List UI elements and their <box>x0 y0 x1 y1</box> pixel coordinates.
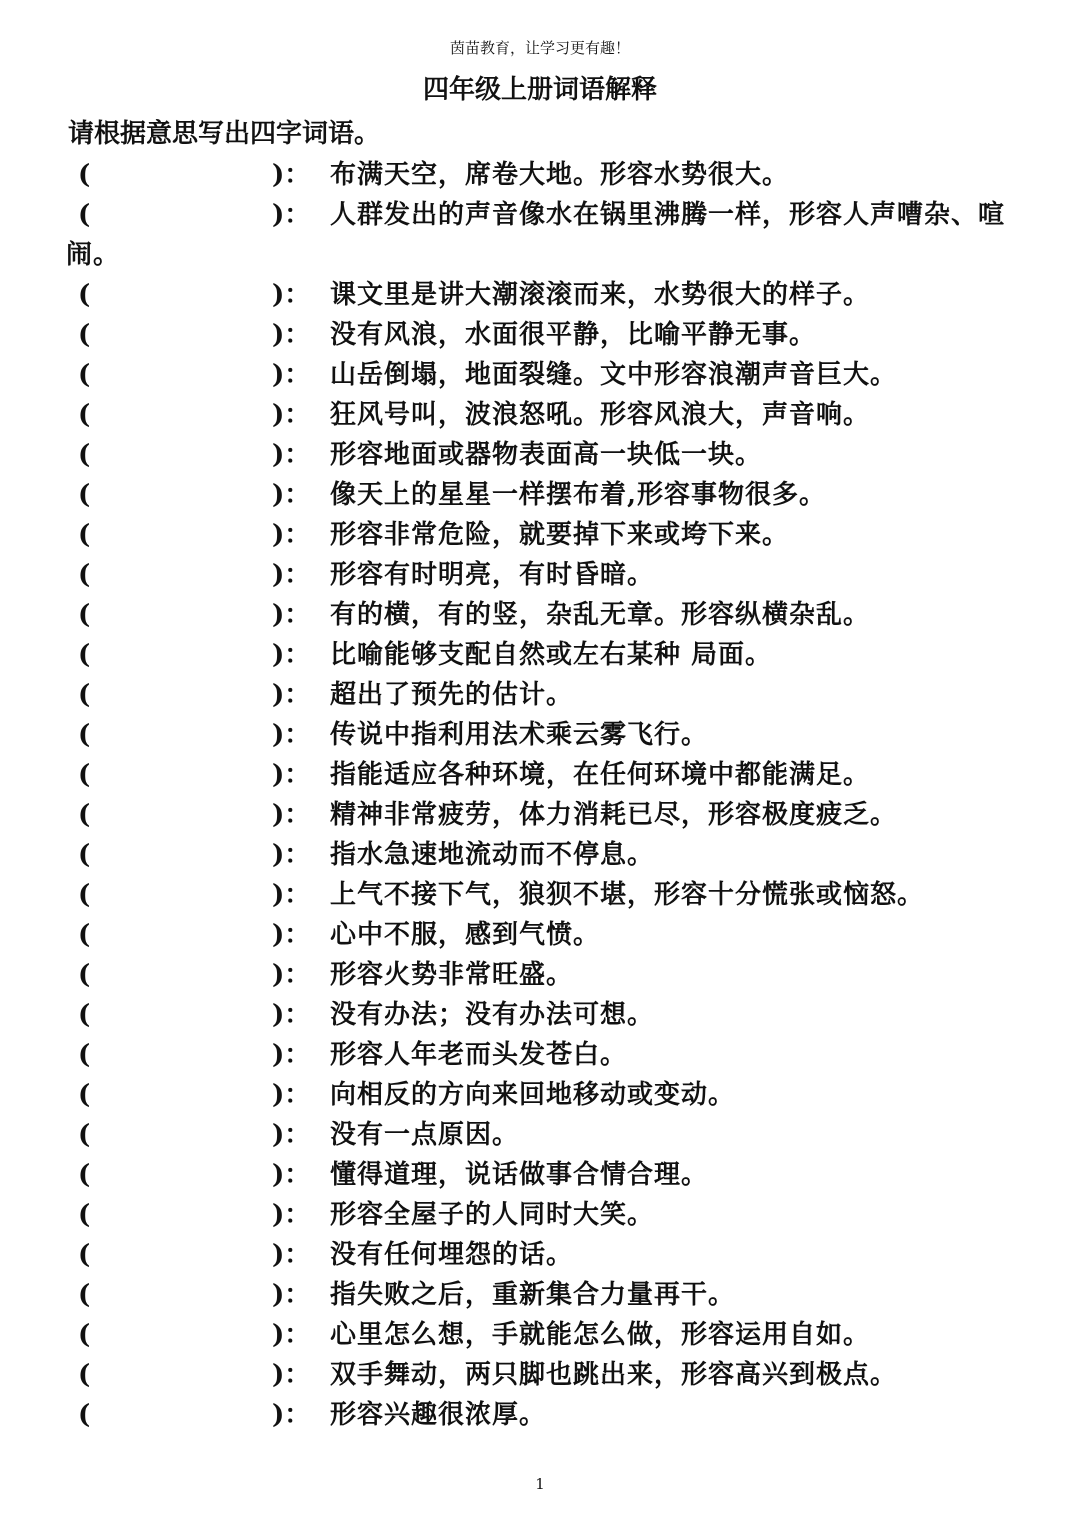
answer-blank-open-paren[interactable]: ( <box>78 160 91 190</box>
answer-blank-open-paren[interactable]: ( <box>78 760 91 790</box>
answer-blank-open-paren[interactable]: ( <box>78 440 91 470</box>
answer-blank-open-paren[interactable]: ( <box>78 640 91 670</box>
answer-blank-close-paren: )： <box>272 800 311 830</box>
definition-item <box>0 1035 1080 1075</box>
definition-item <box>0 1115 1080 1155</box>
answer-blank-close-paren: )： <box>272 600 311 630</box>
definition-text: 向相反的方向来回地移动或变动。 <box>330 1080 736 1110</box>
definition-text: 形容人年老而头发苍白。 <box>330 1040 628 1070</box>
definition-text: 形容全屋子的人同时大笑。 <box>330 1200 655 1230</box>
answer-blank-open-paren[interactable]: ( <box>78 520 91 550</box>
definition-item <box>0 1315 1080 1355</box>
answer-blank-close-paren: )： <box>272 1360 311 1390</box>
definition-item <box>0 635 1080 675</box>
definition-text: 像天上的星星一样摆布着,形容事物很多。 <box>330 480 827 510</box>
answer-blank-open-paren[interactable]: ( <box>78 920 91 950</box>
definition-text: 课文里是讲大潮滚滚而来，水势很大的样子。 <box>330 280 871 310</box>
definition-item <box>0 195 1080 275</box>
definition-item <box>0 1395 1080 1435</box>
answer-blank-close-paren: )： <box>272 920 311 950</box>
answer-blank-close-paren: )： <box>272 720 311 750</box>
definition-item <box>0 755 1080 795</box>
definition-text: 没有一点原因。 <box>330 1120 520 1150</box>
definition-item <box>0 1195 1080 1235</box>
answer-blank-close-paren: )： <box>272 680 311 710</box>
definition-text: 形容非常危险，就要掉下来或垮下来。 <box>330 520 790 550</box>
definition-text: 狂风号叫，波浪怒吼。形容风浪大，声音响。 <box>330 400 871 430</box>
answer-blank-close-paren: )： <box>272 880 311 910</box>
answer-blank-open-paren[interactable]: ( <box>78 840 91 870</box>
answer-blank-open-paren[interactable]: ( <box>78 880 91 910</box>
definition-text: 心中不服，感到气愤。 <box>330 920 601 950</box>
definition-text: 形容兴趣很浓厚。 <box>330 1400 547 1430</box>
definition-text: 山岳倒塌，地面裂缝。文中形容浪潮声音巨大。 <box>330 360 898 390</box>
answer-blank-close-paren: )： <box>272 760 311 790</box>
definition-text: 有的横，有的竖，杂乱无章。形容纵横杂乱。 <box>330 600 871 630</box>
answer-blank-open-paren[interactable]: ( <box>78 1120 91 1150</box>
answer-blank-close-paren: )： <box>272 1280 311 1310</box>
answer-blank-open-paren[interactable]: ( <box>78 1040 91 1070</box>
definition-item <box>0 955 1080 995</box>
answer-blank-close-paren: )： <box>272 1320 311 1350</box>
definition-text: 指失败之后，重新集合力量再干。 <box>330 1280 736 1310</box>
answer-blank-open-paren[interactable]: ( <box>78 1360 91 1390</box>
answer-blank-open-paren[interactable]: ( <box>78 600 91 630</box>
definition-text: 比喻能够支配自然或左右某种 局面。 <box>330 640 773 670</box>
answer-blank-open-paren[interactable]: ( <box>78 960 91 990</box>
definition-text: 上气不接下气，狼狈不堪，形容十分慌张或恼怒。 <box>330 880 925 910</box>
answer-blank-close-paren: )： <box>272 1000 311 1030</box>
answer-blank-close-paren: )： <box>272 480 311 510</box>
answer-blank-open-paren[interactable]: ( <box>78 680 91 710</box>
page-number: 1 <box>535 1475 545 1493</box>
answer-blank-close-paren: )： <box>272 1400 311 1430</box>
answer-blank-open-paren[interactable]: ( <box>78 280 91 310</box>
definition-item <box>0 995 1080 1035</box>
definition-item <box>0 395 1080 435</box>
definition-text: 精神非常疲劳，体力消耗已尽，形容极度疲乏。 <box>330 800 898 830</box>
definition-text: 形容有时明亮，有时昏暗。 <box>330 560 655 590</box>
answer-blank-close-paren: )： <box>272 1240 311 1270</box>
answer-blank-open-paren[interactable]: ( <box>78 800 91 830</box>
definition-text: 指能适应各种环境，在任何环境中都能满足。 <box>330 760 871 790</box>
page-header-tagline: 茵苗教育，让学习更有趣！ <box>449 39 630 57</box>
answer-blank-close-paren: )： <box>272 400 311 430</box>
definition-item <box>0 275 1080 315</box>
definition-item <box>0 835 1080 875</box>
definition-text: 没有风浪，水面很平静，比喻平静无事。 <box>330 320 817 350</box>
definition-item <box>0 1355 1080 1395</box>
definition-list <box>0 155 1080 1435</box>
answer-blank-open-paren[interactable]: ( <box>78 720 91 750</box>
definition-text: 没有任何埋怨的话。 <box>330 1240 574 1270</box>
answer-blank-open-paren[interactable]: ( <box>78 1000 91 1030</box>
definition-text: 指水急速地流动而不停息。 <box>330 840 655 870</box>
definition-text: 双手舞动，两只脚也跳出来，形容高兴到极点。 <box>330 1360 898 1390</box>
answer-blank-open-paren[interactable]: ( <box>78 1400 91 1430</box>
definition-text: 布满天空，席卷大地。形容水势很大。 <box>330 160 790 190</box>
answer-blank-open-paren[interactable]: ( <box>78 1240 91 1270</box>
definition-text: 形容火势非常旺盛。 <box>330 960 574 990</box>
answer-blank-close-paren: )： <box>272 960 311 990</box>
definition-item <box>0 515 1080 555</box>
definition-item <box>0 435 1080 475</box>
definition-text: 传说中指利用法术乘云雾飞行。 <box>330 720 709 750</box>
definition-text: 人群发出的声音像水在锅里沸腾一样，形容人声嘈杂、喧闹。 <box>66 200 1006 270</box>
definition-item <box>0 795 1080 835</box>
definition-item <box>0 915 1080 955</box>
answer-blank-open-paren[interactable]: ( <box>78 480 91 510</box>
answer-blank-open-paren[interactable]: ( <box>78 1280 91 1310</box>
answer-blank-close-paren: )： <box>272 1160 311 1190</box>
instruction-text: 请根据意思写出四字词语。 <box>68 119 381 149</box>
answer-blank-open-paren[interactable]: ( <box>78 560 91 590</box>
definition-text: 心里怎么想，手就能怎么做，形容运用自如。 <box>330 1320 871 1350</box>
definition-text: 形容地面或器物表面高一块低一块。 <box>330 440 763 470</box>
answer-blank-close-paren: )： <box>272 520 311 550</box>
definition-text: 懂得道理，说话做事合情合理。 <box>330 1160 709 1190</box>
answer-blank-open-paren[interactable]: ( <box>78 1080 91 1110</box>
answer-blank-open-paren[interactable]: ( <box>78 1160 91 1190</box>
answer-blank-open-paren[interactable]: ( <box>78 400 91 430</box>
definition-item <box>0 1275 1080 1315</box>
answer-blank-open-paren[interactable]: ( <box>78 200 91 230</box>
answer-blank-open-paren[interactable]: ( <box>78 360 91 390</box>
definition-item <box>0 355 1080 395</box>
answer-blank-close-paren: )： <box>272 200 311 230</box>
definition-item <box>0 155 1080 195</box>
definition-item <box>0 315 1080 355</box>
definition-item <box>0 1155 1080 1195</box>
answer-blank-close-paren: )： <box>272 1120 311 1150</box>
definition-item <box>0 475 1080 515</box>
definition-item <box>0 555 1080 595</box>
answer-blank-close-paren: )： <box>272 560 311 590</box>
answer-blank-close-paren: )： <box>272 640 311 670</box>
answer-blank-close-paren: )： <box>272 1080 311 1110</box>
answer-blank-close-paren: )： <box>272 440 311 470</box>
answer-blank-close-paren: )： <box>272 320 311 350</box>
answer-blank-close-paren: )： <box>272 360 311 390</box>
definition-item <box>0 675 1080 715</box>
answer-blank-close-paren: )： <box>272 280 311 310</box>
definition-text: 没有办法；没有办法可想。 <box>330 1000 655 1030</box>
answer-blank-close-paren: )： <box>272 160 311 190</box>
page-title: 四年级上册词语解释 <box>422 75 657 105</box>
definition-item <box>0 875 1080 915</box>
answer-blank-close-paren: )： <box>272 1200 311 1230</box>
answer-blank-close-paren: )： <box>272 1040 311 1070</box>
definition-item <box>0 595 1080 635</box>
answer-blank-close-paren: )： <box>272 840 311 870</box>
definition-item <box>0 1075 1080 1115</box>
answer-blank-open-paren[interactable]: ( <box>78 1200 91 1230</box>
definition-text: 超出了预先的估计。 <box>330 680 574 710</box>
definition-item <box>0 715 1080 755</box>
answer-blank-open-paren[interactable]: ( <box>78 1320 91 1350</box>
definition-item <box>0 1235 1080 1275</box>
answer-blank-open-paren[interactable]: ( <box>78 320 91 350</box>
